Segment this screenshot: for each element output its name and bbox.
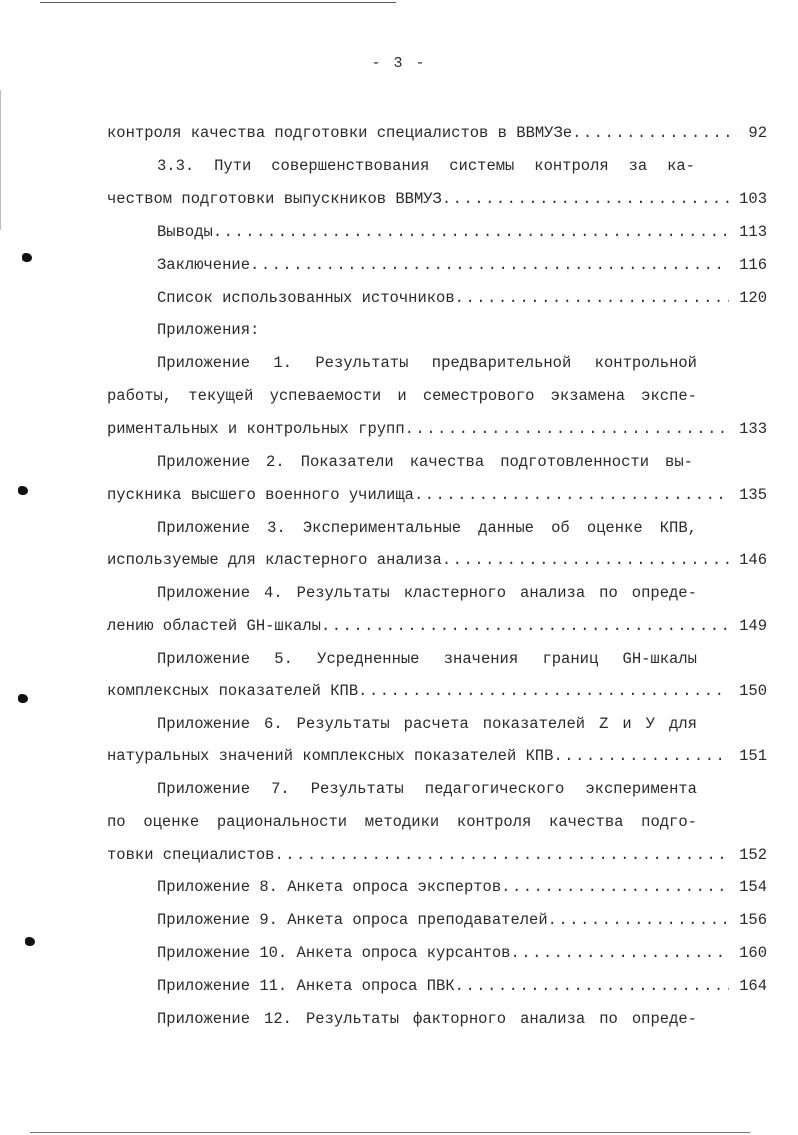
word: Приложение [157, 780, 251, 798]
toc-entry-text: риментальных и контрольных групп [107, 420, 405, 438]
word: границ [542, 650, 599, 668]
toc-entry [107, 123, 767, 143]
toc-entry-text: Приложение 8. Анкета опроса экспертов [157, 878, 502, 896]
word: качества [549, 813, 624, 831]
toc-entry-page: 149 [739, 617, 767, 635]
word: Результаты [296, 584, 390, 602]
punch-mark [22, 253, 32, 262]
toc-line [107, 812, 697, 832]
toc-entry-page: 103 [739, 190, 767, 208]
toc-entry [107, 189, 767, 209]
toc-entry-text: чеством подготовки выпускников ВВМУЗ [107, 190, 442, 208]
word: по [599, 584, 618, 602]
toc-line [157, 779, 697, 799]
word: качества [409, 453, 485, 471]
word: анализа [520, 1010, 586, 1028]
section-heading: Приложения: [157, 321, 260, 339]
page-number: - 3 - [371, 55, 427, 72]
toc-entry [107, 485, 767, 505]
toc-line [157, 452, 693, 472]
leader-dots [510, 943, 729, 963]
word: и [622, 715, 632, 733]
word: по [599, 1010, 618, 1028]
word: работы, [107, 387, 173, 405]
word: семестрового [422, 387, 535, 405]
word: Результаты [315, 354, 409, 372]
word: факторного [413, 1010, 507, 1028]
word: Экспериментальные [302, 519, 462, 537]
toc-line [157, 649, 697, 669]
word: 5. [274, 650, 293, 668]
word: Усредненные [317, 650, 420, 668]
punch-mark [18, 486, 28, 495]
toc-entry-text: Выводы [157, 223, 213, 241]
toc-entry-page: 154 [739, 878, 767, 896]
word: 2. [266, 453, 285, 471]
word: Приложение [157, 453, 251, 471]
toc-entry [157, 943, 767, 963]
word: контроля [456, 813, 532, 831]
leader-dots [553, 746, 729, 766]
word: 4. [264, 584, 283, 602]
word: педагогического [424, 780, 565, 798]
word: по [107, 813, 126, 831]
toc-entry-text: Список использованных источников [157, 289, 455, 307]
toc-entry-page: 92 [748, 124, 767, 142]
toc-entry-page: 160 [739, 944, 767, 962]
leader-dots [572, 123, 738, 143]
word: ка- [667, 157, 695, 175]
toc-entry [157, 255, 767, 275]
word: Приложение [157, 1010, 251, 1028]
word: Пути [214, 157, 252, 175]
toc-entry [107, 746, 767, 766]
leader-dots [442, 550, 729, 570]
word: подготовленности [500, 453, 650, 471]
leader-dots [358, 681, 729, 701]
word: Приложение [157, 650, 251, 668]
word: опреде- [631, 584, 697, 602]
word: 3. [267, 519, 286, 537]
word: Приложение [157, 715, 251, 733]
toc-entry-page: 135 [739, 486, 767, 504]
toc-entry-page: 152 [739, 846, 767, 864]
toc-entry-page: 150 [739, 682, 767, 700]
toc-entry-text: комплексных показателей КПВ [107, 682, 359, 700]
word: расчета [403, 715, 469, 733]
toc-entry-page: 116 [739, 256, 767, 274]
word: за [628, 157, 648, 175]
toc-entry [157, 288, 767, 308]
word: эксперимента [585, 780, 697, 798]
word: Результаты [305, 1010, 399, 1028]
word: успеваемости [269, 387, 382, 405]
word: Z [599, 715, 609, 733]
toc-line [157, 1009, 697, 1029]
word: подго- [641, 813, 697, 831]
word: методики [364, 813, 440, 831]
word: контроля [534, 157, 609, 175]
word: для [669, 715, 697, 733]
toc-line [157, 583, 697, 603]
toc-line [157, 714, 697, 734]
toc-entry [107, 616, 767, 636]
word: значения [443, 650, 519, 668]
word: 1. [273, 354, 292, 372]
word: предварительной [431, 354, 572, 372]
word: GH-шкалы [622, 650, 697, 668]
toc-entry-page: 120 [739, 289, 767, 307]
leader-dots [455, 288, 729, 308]
toc-entry-text: товки специалистов [107, 846, 275, 864]
word: вы- [665, 453, 693, 471]
word: Приложение [157, 354, 251, 372]
word: Показатели [300, 453, 394, 471]
toc-entry-text: используемые для кластерного анализа [107, 551, 442, 569]
toc-entry [157, 222, 767, 242]
word: 3.3. [157, 157, 195, 175]
leader-dots [250, 255, 729, 275]
toc-entry-page: 164 [739, 977, 767, 995]
word: контрольной [594, 354, 697, 372]
word: текущей [188, 387, 254, 405]
toc-entry [157, 877, 767, 897]
word: Приложение [157, 584, 251, 602]
toc-entry-page: 151 [739, 747, 767, 765]
toc-entry-text: Заключение [157, 256, 251, 274]
toc-entry-page: 156 [739, 911, 767, 929]
leader-dots [321, 616, 729, 636]
word: Результаты [296, 715, 390, 733]
word: 12. [264, 1010, 292, 1028]
word: Приложение [157, 519, 251, 537]
word: опреде- [631, 1010, 697, 1028]
word: 7. [271, 780, 290, 798]
leader-dots [274, 845, 729, 865]
toc-line [107, 386, 697, 406]
toc-entry [107, 550, 767, 570]
toc-entry-text: Приложение 11. Анкета опроса ПВК [157, 977, 455, 995]
word: оценке [143, 813, 200, 831]
word: и [397, 387, 407, 405]
toc-entry-text: контроля качества подготовки специалистов в ВВМУЗе [107, 124, 573, 142]
toc-entry-text: натуральных значений комплексных показателей КПВ [107, 747, 554, 765]
toc-line [157, 156, 695, 176]
toc-entry [107, 845, 767, 865]
word: экспе- [641, 387, 697, 405]
word: совершенствования [271, 157, 430, 175]
punch-mark [18, 694, 28, 703]
toc-entry-page: 113 [739, 223, 767, 241]
word: 6. [264, 715, 283, 733]
edge-mark [0, 90, 1, 230]
bottom-rule [30, 1132, 750, 1133]
word: оценке [586, 519, 643, 537]
leader-dots [548, 910, 729, 930]
word: Результаты [310, 780, 404, 798]
toc-entry [107, 681, 767, 701]
toc-entry [157, 910, 767, 930]
word: об [551, 519, 570, 537]
toc-line [157, 353, 697, 373]
toc-entry-page: 146 [739, 551, 767, 569]
word: рациональности [216, 813, 348, 831]
punch-mark [25, 937, 35, 946]
word: данные [478, 519, 534, 537]
word: экзамена [550, 387, 626, 405]
leader-dots [501, 877, 729, 897]
toc-entry-text: лению областей GH-шкалы [107, 617, 321, 635]
leader-dots [405, 419, 729, 439]
top-rule [40, 2, 396, 3]
word: показателей [482, 715, 586, 733]
toc-entry-page: 133 [739, 420, 767, 438]
word: кластерного [403, 584, 507, 602]
word: анализа [520, 584, 586, 602]
toc-entry [107, 419, 767, 439]
toc-entry-text: Приложение 9. Анкета опроса преподавателей [157, 911, 548, 929]
word: У [645, 715, 656, 733]
leader-dots [442, 189, 729, 209]
leader-dots [213, 222, 729, 242]
word: КПВ, [659, 519, 697, 537]
leader-dots [414, 485, 729, 505]
word: системы [449, 157, 515, 175]
toc-line [157, 518, 697, 538]
toc-entry-text: Приложение 10. Анкета опроса курсантов [157, 944, 511, 962]
toc-entry-text: пускника высшего военного училища [107, 486, 414, 504]
leader-dots [455, 976, 729, 996]
toc-entry [157, 976, 767, 996]
